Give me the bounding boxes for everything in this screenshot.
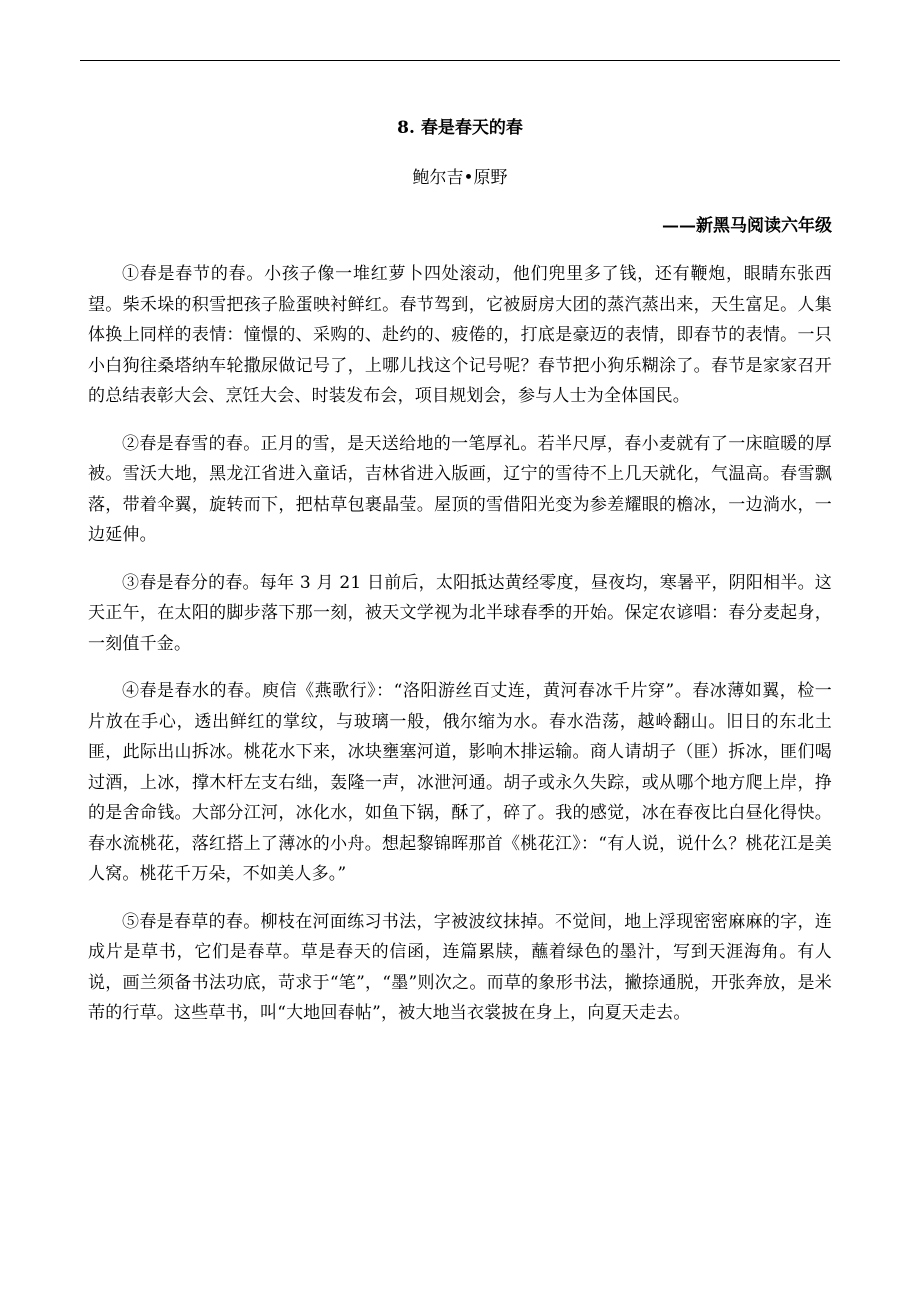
paragraph-1: ①春是春节的春。小孩子像一堆红萝卜四处滚动，他们兜里多了钱，还有鞭炮，眼睛东张西望。柴禾垛的积雪把孩子脸蛋映衬鲜红。春节驾到，它被厨房大团的蒸汽蒸出来，天生富足。人集体换上同样的表情：憧憬的、采购的、赴约的、疲倦的，打底是豪迈的表情，即春节的表情。一只小白狗往桑塔纳车轮撒尿做记号了，上哪儿找这个记号呢？春节把小狗乐糊涂了。春节是家家召开的总结表彰大会、烹饪大会、时装发布会，项目规划会，参与人士为全体国民。 [88, 264, 832, 406]
article-title: 8. 春是春天的春 [397, 118, 523, 138]
header-rule [80, 60, 840, 61]
paragraph-2: ②春是春雪的春。正月的雪，是天送给地的一笔厚礼。若半尺厚，春小麦就有了一床暄暖的厚被。雪沃大地，黑龙江省进入童话，吉林省进入版画，辽宁的雪待不上几天就化，气温高。春雪飘落，带着伞翼，旋转而下，把枯草包裹晶莹。屋顶的雪借阳光变为参差耀眼的檐冰，一边淌水，一边延伸。 [88, 433, 832, 545]
article-body [88, 259, 832, 1046]
paragraph-5: ⑤春是春草的春。柳枝在河面练习书法，字被波纹抹掉。不觉间，地上浮现密密麻麻的字，连成片是草书，它们是春草。草是春天的信函，连篇累牍，蘸着绿色的墨汁，写到天涯海角。有人说，画兰须备书法功底，苛求于“笔”，“墨”则次之。而草的象形书法，撇捺通脱，开张奔放，是米芾的行草。这些草书，叫“大地回春帖”，被大地当衣裳披在身上，向夏天走去。 [88, 911, 832, 1023]
article-source: ——新黑马阅读六年级 [662, 216, 832, 236]
paragraph-4: ④春是春水的春。庾信《燕歌行》：“洛阳游丝百丈连，黄河春冰千片穿”。春冰薄如翼，检一片放在手心，透出鲜红的掌纹，与玻璃一般，俄尔缩为水。春水浩荡，越岭翻山。旧日的东北土匪，此际出山拆冰。桃花水下来，冰块壅塞河道，影响木排运输。商人请胡子（匪）拆冰，匪们喝过酒，上冰，撑木杆左支右绌，轰隆一声，冰泄河通。胡子或永久失踪，或从哪个地方爬上岸，挣的是舍命钱。大部分江河，冰化水，如鱼下锅，酥了，碎了。我的感觉，冰在春夜比白昼化得快。春水流桃花，落红搭上了薄冰的小舟。想起黎锦晖那首《桃花江》：“有人说，说什么？桃花江是美人窝。桃花千万朵，不如美人多。” [88, 681, 832, 884]
paragraph-3: ③春是春分的春。每年 3 月 21 日前后，太阳抵达黄经零度，昼夜均，寒暑平，阴阳相半。这天正午，在太阳的脚步落下那一刻，被天文学视为北半球春季的开始。保定农谚唱：春分麦起身，一刻值千金。 [88, 572, 832, 654]
article-author: 鲍尔吉•原野 [412, 168, 508, 188]
